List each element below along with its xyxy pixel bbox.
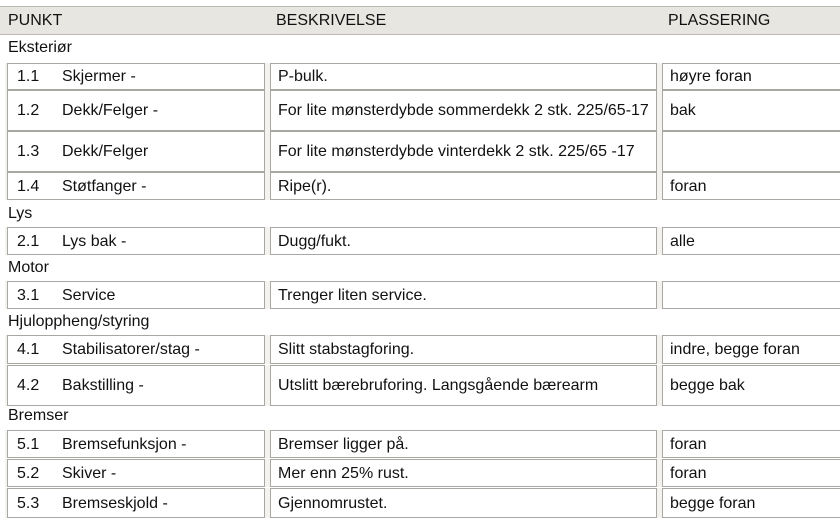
cell-beskrivelse — [270, 90, 657, 131]
cell-beskrivelse — [270, 365, 657, 406]
item-name: Lys bak - — [62, 232, 127, 250]
item-number: 1.2 — [17, 102, 40, 119]
cell-beskrivelse — [270, 430, 657, 458]
cell-punkt — [7, 430, 265, 458]
item-number: 5.2 — [17, 464, 40, 482]
cell-plassering — [662, 281, 840, 309]
cell-beskrivelse — [270, 172, 657, 200]
item-number: 4.2 — [17, 377, 40, 394]
cell-punkt — [7, 63, 265, 90]
cell-beskrivelse — [270, 335, 657, 364]
item-position: bak — [670, 102, 696, 119]
section-title: Motor — [8, 259, 49, 276]
cell-punkt — [7, 172, 265, 200]
item-number: 1.4 — [17, 177, 40, 195]
cell-punkt — [7, 227, 265, 255]
table-row — [5, 335, 840, 364]
table-row — [5, 430, 840, 458]
item-number: 2.1 — [17, 232, 40, 250]
cell-plassering — [662, 365, 840, 406]
item-number: 1.3 — [17, 143, 40, 160]
table-row — [5, 131, 840, 172]
cell-plassering — [662, 430, 840, 458]
item-name: Bremseskjold - — [62, 494, 168, 512]
cell-plassering — [662, 488, 840, 518]
cell-punkt — [7, 335, 265, 364]
item-description: Trenger liten service. — [278, 286, 427, 304]
item-position: foran — [670, 435, 707, 453]
table-row — [5, 281, 840, 309]
item-position: indre, begge foran — [670, 341, 800, 358]
item-description: Bremser ligger på. — [278, 435, 409, 453]
item-position: foran — [670, 464, 707, 482]
item-name: Stabilisatorer/stag - — [62, 341, 200, 358]
item-name: Skjermer - — [62, 68, 136, 85]
cell-plassering — [662, 335, 840, 364]
section-heading — [0, 406, 840, 428]
item-description: For lite mønsterdybde sommerdekk 2 stk. 225/65-17 — [278, 102, 649, 119]
section-title: Lys — [8, 205, 33, 222]
section-heading — [0, 38, 840, 60]
item-position: alle — [670, 232, 695, 250]
table-row — [5, 459, 840, 487]
table-row — [5, 63, 840, 90]
cell-punkt — [7, 459, 265, 487]
item-position: begge bak — [670, 377, 745, 394]
table-row — [5, 488, 840, 518]
item-name: Service — [62, 286, 116, 304]
item-description: For lite mønsterdybde vinterdekk 2 stk. 225/65 -17 — [278, 143, 635, 160]
item-number: 1.1 — [17, 68, 40, 85]
cell-beskrivelse — [270, 488, 657, 518]
cell-plassering — [662, 172, 840, 200]
item-name: Dekk/Felger — [62, 143, 149, 160]
item-number: 3.1 — [17, 286, 40, 304]
section-heading — [0, 204, 840, 226]
section-title: Hjuloppheng/styring — [8, 313, 150, 330]
cell-punkt — [7, 365, 265, 406]
cell-plassering — [662, 131, 840, 172]
cell-beskrivelse — [270, 131, 657, 172]
section-heading — [0, 312, 840, 334]
header-plassering: PLASSERING — [668, 12, 771, 29]
item-description: P-bulk. — [278, 68, 328, 85]
item-description: Gjennomrustet. — [278, 494, 388, 512]
cell-plassering — [662, 227, 840, 255]
section-title: Eksteriør — [8, 39, 72, 56]
cell-beskrivelse — [270, 281, 657, 309]
table-row — [5, 365, 840, 406]
item-name: Dekk/Felger - — [62, 102, 159, 119]
item-name: Skiver - — [62, 464, 117, 482]
item-number: 4.1 — [17, 341, 40, 358]
item-number: 5.1 — [17, 435, 40, 453]
item-position: begge foran — [670, 494, 756, 512]
cell-beskrivelse — [270, 459, 657, 487]
item-description: Mer enn 25% rust. — [278, 464, 409, 482]
cell-punkt — [7, 488, 265, 518]
cell-plassering — [662, 90, 840, 131]
item-description: Ripe(r). — [278, 177, 332, 195]
table-row — [5, 227, 840, 255]
header-punkt: PUNKT — [8, 12, 63, 29]
header-beskrivelse: BESKRIVELSE — [276, 12, 387, 29]
table-row — [5, 172, 840, 200]
cell-beskrivelse — [270, 227, 657, 255]
item-name: Bremsefunksjon - — [62, 435, 187, 453]
cell-plassering — [662, 459, 840, 487]
item-position: høyre foran — [670, 68, 752, 85]
table-header — [0, 6, 840, 35]
cell-beskrivelse — [270, 63, 657, 90]
item-description: Utslitt bærebruforing. Langsgående bærearm — [278, 377, 599, 394]
table-row — [5, 90, 840, 131]
item-name: Bakstilling - — [62, 377, 144, 394]
cell-plassering — [662, 63, 840, 90]
section-title: Bremser — [8, 407, 69, 424]
cell-punkt — [7, 131, 265, 172]
section-heading — [0, 258, 840, 280]
item-number: 5.3 — [17, 494, 40, 512]
item-description: Slitt stabstagforing. — [278, 341, 415, 358]
cell-punkt — [7, 281, 265, 309]
item-name: Støtfanger - — [62, 177, 147, 195]
cell-punkt — [7, 90, 265, 131]
item-description: Dugg/fukt. — [278, 232, 351, 250]
item-position: foran — [670, 177, 707, 195]
